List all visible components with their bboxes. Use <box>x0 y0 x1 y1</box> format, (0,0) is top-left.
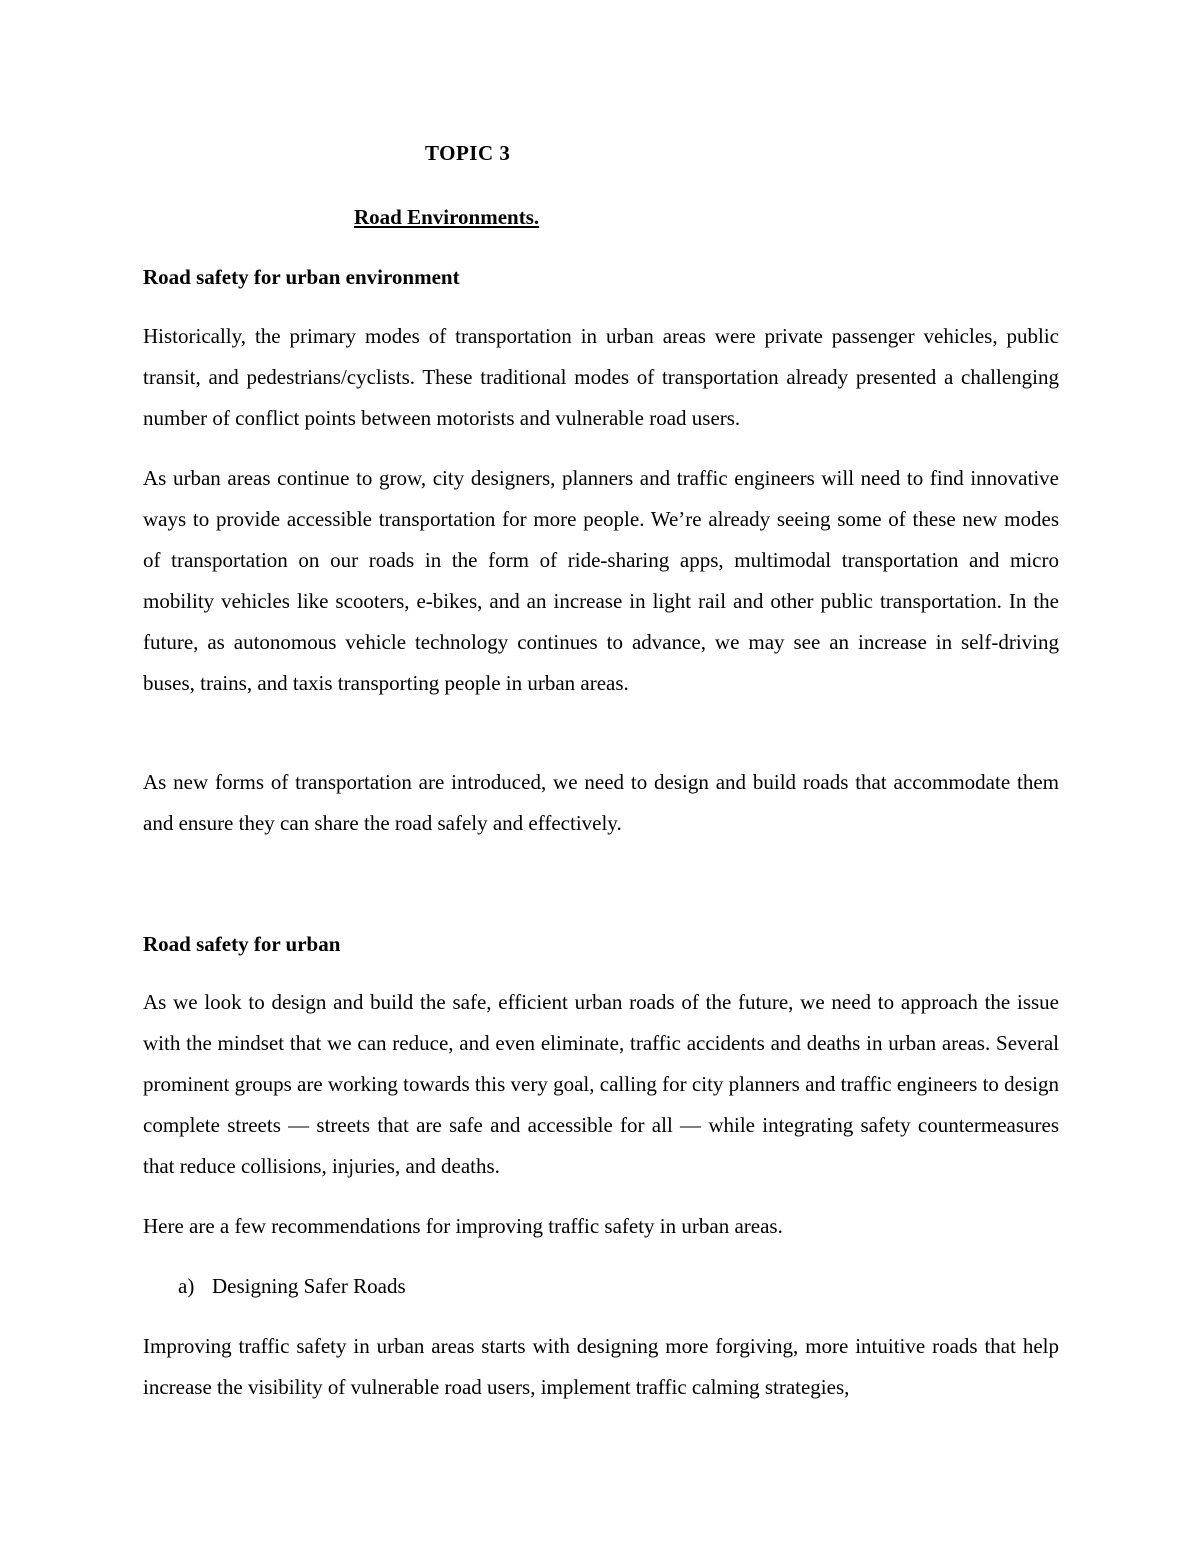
section-heading-urban: Road safety for urban <box>143 932 341 956</box>
paragraph-urban-growth: As urban areas continue to grow, city designers, planners and traffic engineers will need to find innovative ways to provide accessible transportation for more people. We’re already seeing some of these new modes of transportation on our roads in the form of ride-sharing apps, multimodal transportation and micro mobility vehicles like scooters, e-bikes, and an increase in light rail and other public transportation. In the future, as autonomous vehicle technology continues to advance, we may see an increase in self-driving buses, trains, and taxis transporting people in urban areas. <box>143 466 1059 695</box>
list-item-text: Designing Safer Roads <box>212 1274 406 1298</box>
section-heading-urban-environment: Road safety for urban environment <box>143 265 460 289</box>
paragraph-designing-safer: Improving traffic safety in urban areas starts with designing more forgiving, more intuitive roads that help increase the visibility of vulnerable road users, implement traffic calming strategies, <box>143 1334 1059 1399</box>
paragraph-history: Historically, the primary modes of transportation in urban areas were private passenger vehicles, public transit, and pedestrians/cyclists. These traditional modes of transportation already presented a challenging number of conflict points between motorists and vulnerable road users. <box>143 324 1059 430</box>
document-subtitle: Road Environments. <box>354 205 540 229</box>
list-item <box>178 1274 406 1299</box>
topic-title: TOPIC 3 <box>425 141 511 165</box>
paragraph-recommendations: Here are a few recommendations for improving traffic safety in urban areas. <box>143 1214 783 1238</box>
paragraph-future-roads: As we look to design and build the safe, efficient urban roads of the future, we need to approach the issue with the mindset that we can reduce, and even eliminate, traffic accidents and deaths in urban areas. Several prominent groups are working towards this very goal, calling for city planners and traffic engineers to design complete streets — streets that are safe and accessible for all — while integrating safety countermeasures that reduce collisions, injuries, and deaths. <box>143 990 1059 1178</box>
list-item-marker: a) <box>178 1274 195 1298</box>
paragraph-new-forms: As new forms of transportation are introduced, we need to design and build roads that accommodate them and ensure they can share the road safely and effectively. <box>143 770 1059 835</box>
